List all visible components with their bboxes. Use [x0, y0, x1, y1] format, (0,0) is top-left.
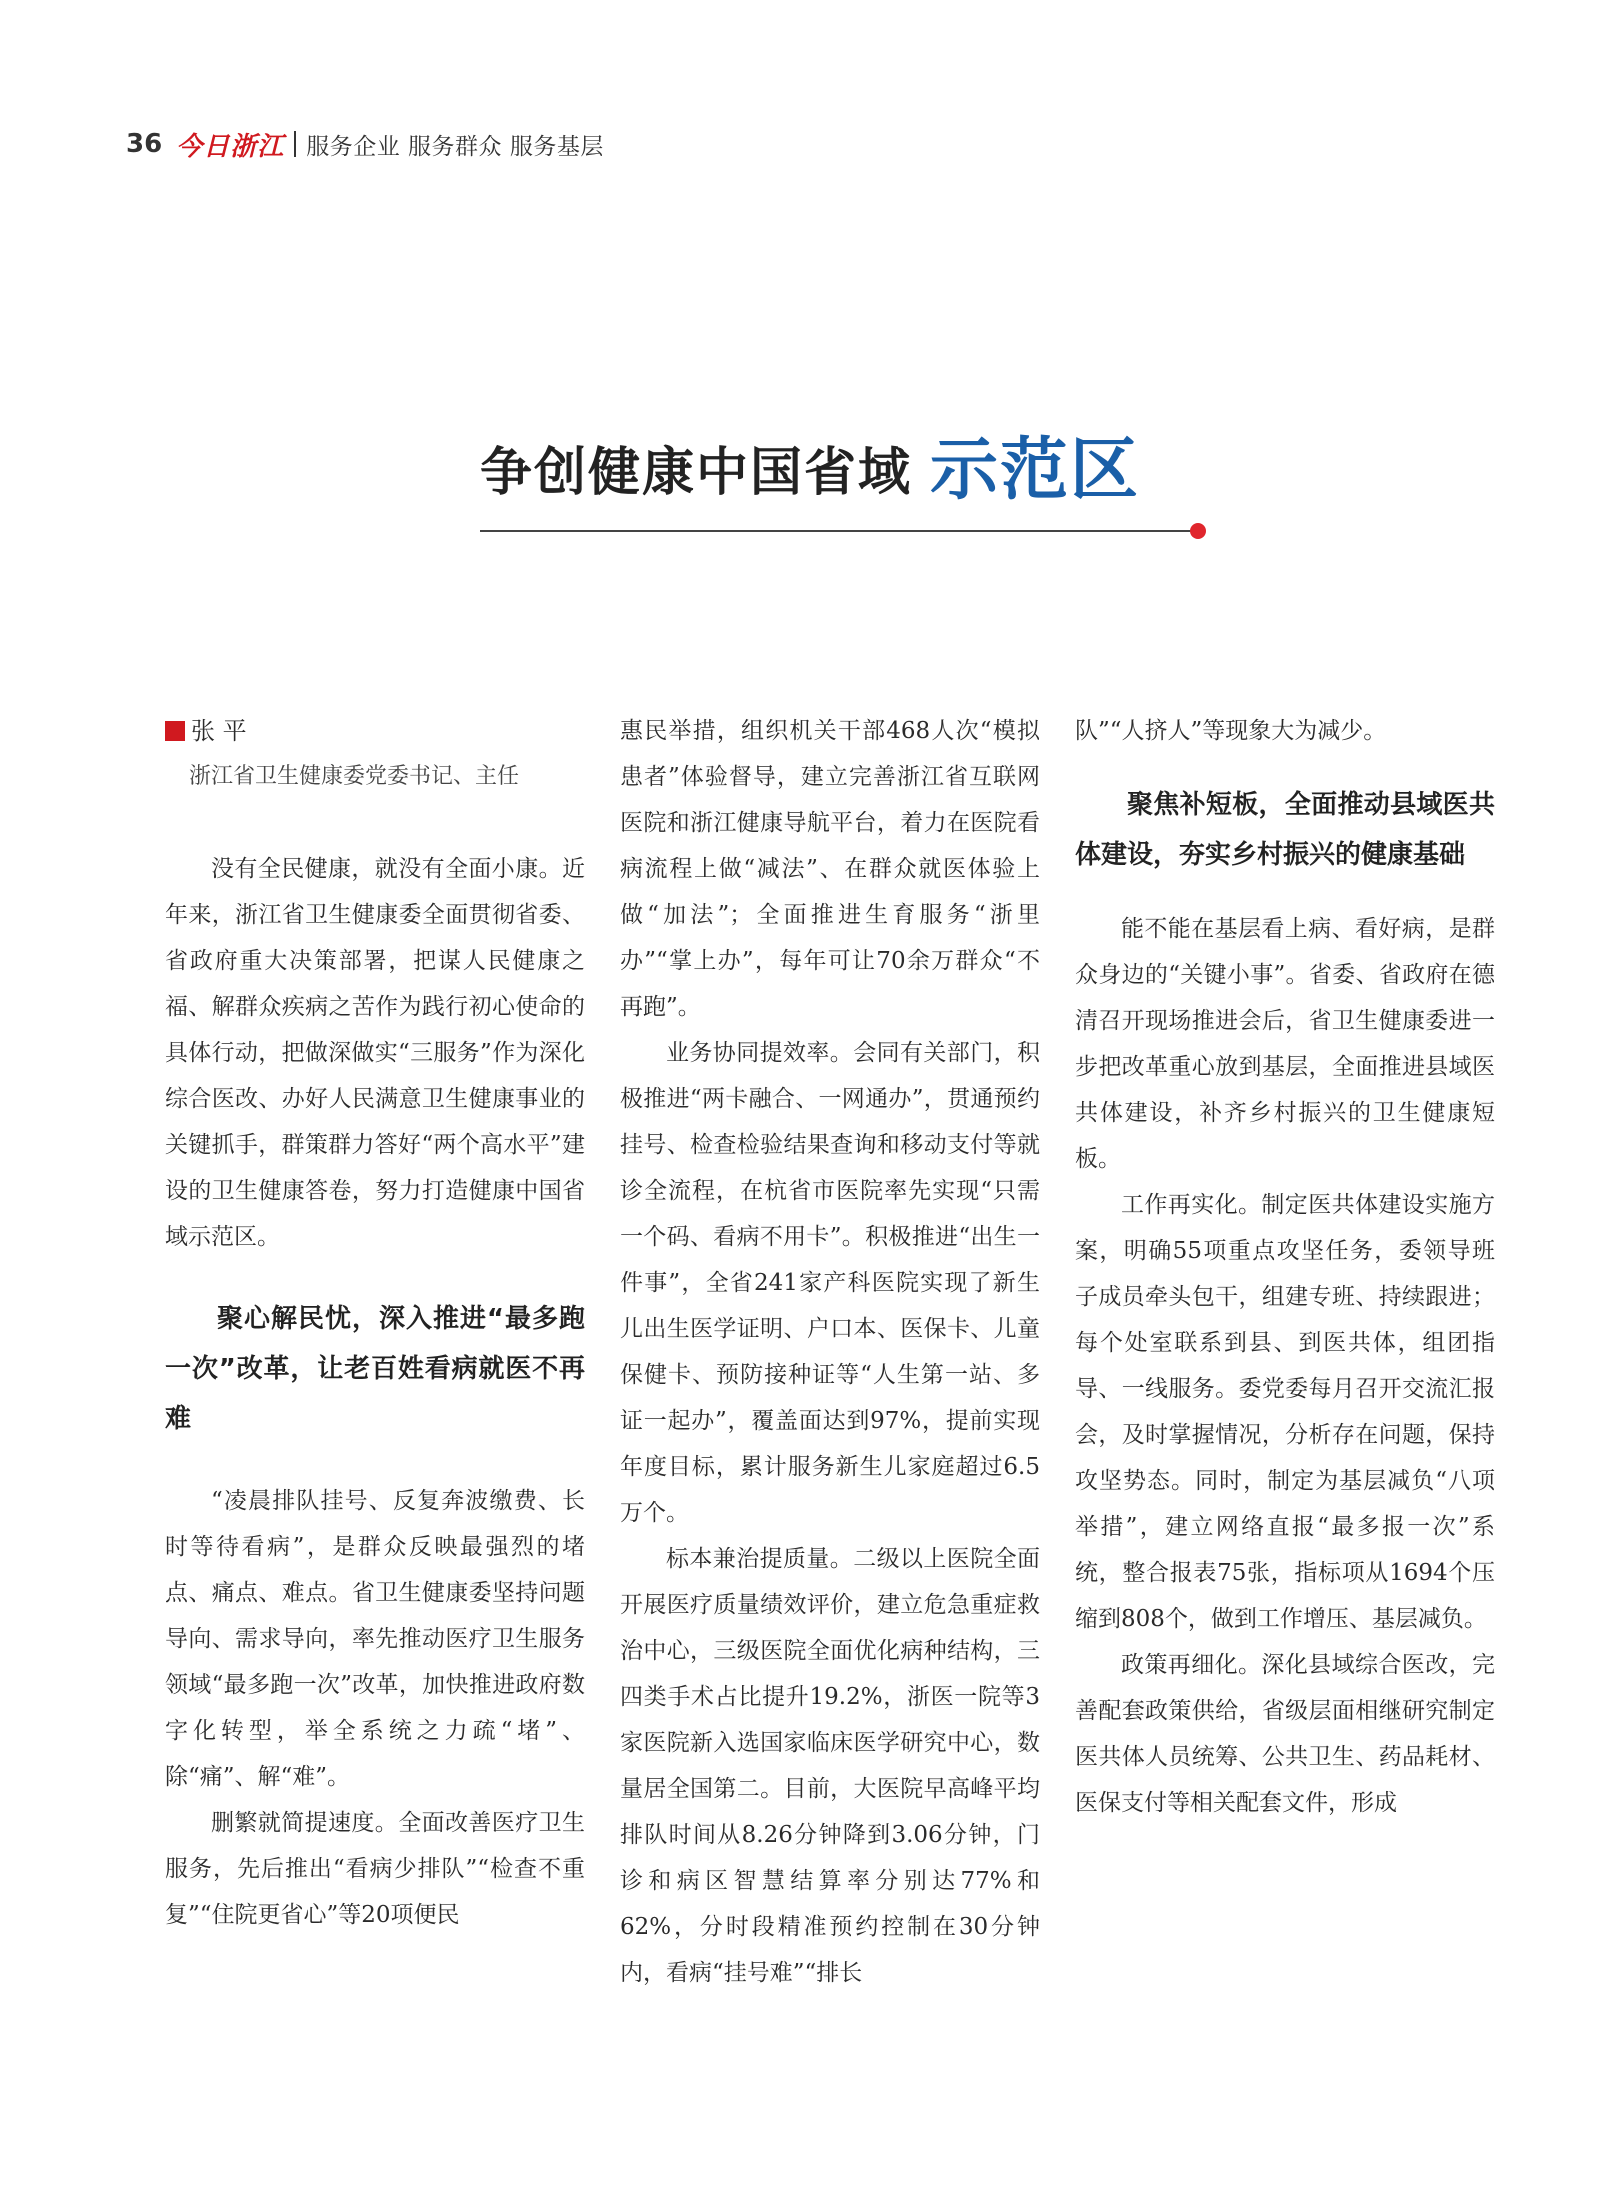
subheading: 聚焦补短板，全面推动县域医共体建设，夯实乡村振兴的健康基础 [1075, 790, 1495, 870]
title-highlight: 示范区 [930, 431, 1141, 510]
paragraph: “凌晨排队挂号、反复奔波缴费、长时等待看病”，是群众反映最强烈的堵点、痛点、难点。省卫生健康委坚持问题导向、需求导向，率先推动医疗卫生服务领域“最多跑一次”改革，加快推进政府数字化转型，举全系统之力疏“堵”、除“痛”、解“难”。 [165, 1488, 585, 1790]
magazine-logo: 今日浙江 [176, 131, 285, 162]
author-line [165, 708, 585, 754]
article-title [480, 425, 1240, 510]
paragraph: 没有全民健康，就没有全面小康。近年来，浙江省卫生健康委全面贯彻省委、省政府重大决策部署，把谋人民健康之福、解群众疾病之苦作为践行初心使命的具体行动，把做深做实“三服务”作为深化综合医改、办好人民满意卫生健康事业的关键抓手，群策群力答好“两个高水平”建设的卫生健康答卷，努力打造健康中国省域示范区。 [165, 856, 585, 1250]
running-header [126, 126, 604, 162]
paragraph: 删繁就简提速度。全面改善医疗卫生服务，先后推出“看病少排队”“检查不重复”“住院更省心”等20项便民 [165, 1810, 585, 1928]
paragraph: 业务协同提效率。会同有关部门，积极推进“两卡融合、一网通办”，贯通预约挂号、检查检验结果查询和移动支付等就诊全流程，在杭省市医院率先实现“只需一个码、看病不用卡”。积极推进“出生一件事”，全省241家产科医院实现了新生儿出生医学证明、户口本、医保卡、儿童保健卡、预防接种证等“人生第一站、多证一起办”，覆盖面达到97%，提前实现年度目标，累计服务新生儿家庭超过6.5万个。 [620, 1040, 1040, 1526]
title-main: 争创健康中国省域 [480, 442, 913, 503]
title-rule-dot [1190, 523, 1206, 539]
paragraph: 标本兼治提质量。二级以上医院全面开展医疗质量绩效评价，建立危急重症救治中心，三级医院全面优化病种结构，三四类手术占比提升19.2%，浙医一院等3家医院新入选国家临床医学研究中心，数量居全国第二。目前，大医院早高峰平均排队时间从8.26分钟降到3.06分钟，门诊和病区智慧结算率分别达77%和62%，分时段精准预约控制在30分钟内，看病“挂号难”“排长 [620, 1546, 1040, 1986]
author-marker-icon [165, 721, 185, 741]
page-number: 36 [126, 129, 163, 159]
column-1 [165, 708, 585, 1938]
title-rule [480, 530, 1200, 532]
column-2 [620, 708, 1040, 1996]
paragraph: 能不能在基层看上病、看好病，是群众身边的“关键小事”。省委、省政府在德清召开现场推进会后，省卫生健康委进一步把改革重心放到基层，全面推进县域医共体建设，补齐乡村振兴的卫生健康短板。 [1075, 916, 1495, 1172]
paragraph: 队”“人挤人”等现象大为减少。 [1075, 718, 1387, 744]
column-3 [1075, 708, 1495, 1826]
paragraph: 工作再实化。制定医共体建设实施方案，明确55项重点攻坚任务，委领导班子成员牵头包干，组建专班、持续跟进；每个处室联系到县、到医共体，组团指导、一线服务。委党委每月召开交流汇报会，及时掌握情况，分析存在问题，保持攻坚势态。同时，制定为基层减负“八项举措”，建立网络直报“最多报一次”系统，整合报表75张，指标项从1694个压缩到808个，做到工作增压、基层减负。 [1075, 1192, 1495, 1632]
header-tagline: 服务企业 服务群众 服务基层 [306, 133, 604, 160]
header-divider [294, 131, 296, 157]
paragraph: 政策再细化。深化县域综合医改，完善配套政策供给，省级层面相继研究制定医共体人员统筹、公共卫生、药品耗材、医保支付等相关配套文件，形成 [1075, 1652, 1495, 1816]
author-role: 浙江省卫生健康委党委书记、主任 [189, 764, 520, 789]
subheading: 聚心解民忧，深入推进“最多跑一次”改革，让老百姓看病就医不再难 [165, 1304, 585, 1434]
author-name: 张 平 [191, 717, 247, 745]
paragraph: 惠民举措，组织机关干部468人次“模拟患者”体验督导，建立完善浙江省互联网医院和浙江健康导航平台，着力在医院看病流程上做“减法”、在群众就医体验上做“加法”；全面推进生育服务“浙里办”“掌上办”，每年可让70余万群众“不再跑”。 [620, 718, 1040, 1020]
